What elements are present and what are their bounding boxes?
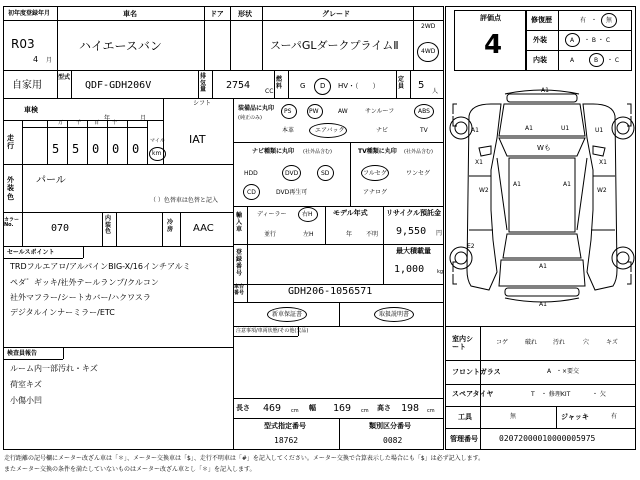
height-unit: cm — [427, 408, 435, 414]
damage-label-rear-bumper: A1 — [539, 301, 547, 308]
spare-t: T — [531, 391, 535, 398]
repair-dot: ・ — [591, 17, 598, 24]
door-label: ドア — [210, 10, 224, 18]
jack-value: 有 — [611, 413, 618, 420]
equipment-abs: ABS — [418, 108, 430, 115]
drive-2wd: 2WD — [421, 23, 436, 30]
mileage-digit-header: 万千百十 — [58, 120, 131, 126]
exterior-label: 外装色 — [7, 176, 14, 201]
tools-value: 無 — [510, 413, 517, 420]
shift-label: シフト — [193, 100, 212, 107]
equipment-ps: PS — [284, 108, 292, 115]
sales-point-3: 社外マフラー/シートカバー/ハクワスラ — [10, 293, 151, 302]
damage-label-right-fender: U1 — [595, 127, 604, 134]
load-label: 最大積載量 — [396, 247, 431, 255]
drive-4wd: 4WD — [421, 48, 436, 55]
model-year-label: モデル年式 — [333, 209, 368, 217]
shift-value: IAT — [189, 133, 206, 146]
equipment-leather: 本革 — [282, 127, 295, 134]
import-parallel: 並行 — [264, 231, 277, 238]
spare-label: スペアタイヤ — [452, 390, 494, 398]
spare-kit: ・ 修理KIT — [541, 391, 571, 398]
damage-label-windshield: Wも — [537, 144, 551, 152]
mileage-digit-1: 5 — [52, 142, 60, 156]
sales-point-2: ペダ゛ギッキ/社外テールランプ/クルコン — [10, 278, 159, 287]
exterior-color: パール — [36, 175, 66, 186]
damage-label-hood-right: U1 — [561, 125, 570, 132]
interior-grade-c: ・ C — [607, 57, 620, 64]
sales-point-4: デジタルインナーミラー/ETC — [10, 308, 115, 317]
fuel-label: 燃料 — [276, 76, 283, 90]
inspector-report-label: 検査員報告 — [7, 350, 38, 357]
km-label: km — [152, 150, 162, 157]
navi-sub: (社外品含む) — [303, 149, 332, 155]
score-value: 4 — [484, 30, 503, 60]
width-label: 幅 — [309, 404, 316, 412]
capacity: 5 — [418, 80, 425, 91]
glass-label: フロントガラス — [452, 368, 501, 376]
inspector-line-2: 荷室キズ — [10, 380, 42, 389]
damage-label-right-door: X1 — [599, 159, 607, 166]
type-no-value: 18762 — [274, 436, 299, 445]
damage-label-left-quarter: E2 — [467, 243, 475, 250]
cc-unit: CC — [265, 88, 274, 95]
fuel-hv: HV・（ ） — [338, 82, 380, 90]
damage-label-front-bumper: A1 — [541, 87, 549, 94]
mgmt-label: 管理番号 — [450, 435, 478, 443]
equipment-airbag: エアバック — [315, 127, 345, 134]
navi-dvd: DVD — [285, 170, 299, 177]
car-name-label: 車名 — [123, 10, 137, 18]
damage-label-roof-right: A1 — [563, 181, 571, 188]
class-no-value: 0082 — [383, 436, 403, 445]
inspection-year: 年 — [104, 115, 111, 122]
type-no-label: 型式指定番号 — [264, 422, 306, 430]
capacity-unit: 人 — [432, 88, 439, 95]
month-unit: 月 — [46, 57, 53, 64]
damage-diagram — [449, 80, 635, 320]
sales-point-1: TRDフルエアロ/アルパインBIG-X/16インチアルミ — [10, 262, 191, 271]
color-code: 070 — [51, 223, 70, 234]
equipment-navi: ナビ — [376, 127, 389, 134]
width-value: 169 — [333, 403, 352, 414]
use-type: 自家用 — [12, 80, 42, 91]
repair-label: 修復歴 — [531, 16, 552, 24]
tv-sub: (社外品含む) — [404, 149, 433, 155]
tv-label: TV種類に丸印 — [358, 148, 397, 155]
notes-label: 注意事項/車両状態/その他(欠品) — [236, 328, 309, 334]
inspection-month: 月 — [140, 115, 147, 122]
height-value: 198 — [401, 403, 420, 414]
recycle-label: リサイクル預託金 — [386, 209, 442, 217]
color-code-label: カラーNo. — [4, 217, 20, 228]
shape-label: 形状 — [238, 10, 252, 18]
exterior-grade-b: ・ B ・ C — [584, 37, 611, 44]
interior-grade-b: B — [594, 57, 599, 64]
damage-label-hood-left: A1 — [525, 125, 533, 132]
mile-label: マイル — [150, 138, 165, 144]
score-label: 評価点 — [480, 14, 501, 22]
equipment-sub: (純正のみ) — [238, 115, 262, 121]
exterior-grade-a: A — [570, 37, 575, 44]
warranty-label: 新車保証書 — [272, 311, 303, 318]
navi-sd: SD — [321, 170, 330, 177]
navi-dvd-play: DVD再生可 — [276, 189, 308, 196]
width-unit: cm — [361, 408, 369, 414]
class-no-label: 類別区分番号 — [369, 422, 411, 430]
model-label: 型式 — [58, 74, 71, 81]
car-name: ハイエースバン — [79, 39, 162, 53]
footer-line-2: またメーター交換の条件を満たしていないものはメーター改ざん車とし「＊」を記入します。 — [4, 466, 256, 473]
load-unit: kg — [437, 269, 444, 275]
reg-no-label: 登録番号 — [236, 249, 243, 277]
navi-label: ナビ種類に丸印 — [252, 148, 295, 155]
equipment-aw: AW — [338, 108, 348, 115]
model: QDF-GDH206V — [85, 80, 152, 91]
grade: スーパGLダークプライムⅡ — [270, 39, 399, 52]
sales-points-label: セールスポイント — [7, 249, 55, 256]
navi-cd: CD — [247, 189, 256, 196]
length-value: 469 — [263, 403, 282, 414]
tools-label: 工具 — [458, 413, 472, 421]
model-year-unknown: 不明 — [366, 231, 379, 238]
glass-x: ・×要交 — [556, 368, 580, 375]
grade-label: グレード — [322, 10, 350, 18]
repair-yes: 有 — [580, 17, 587, 24]
recycle-value: 9,550 — [396, 226, 427, 237]
reg-month: 4 — [33, 55, 39, 64]
import-right: 右H — [302, 211, 313, 218]
model-year-year: 年 — [346, 231, 353, 238]
seat-tear: 破れ — [525, 339, 538, 346]
navi-hdd: HDD — [244, 170, 258, 177]
damage-label-right-rear: W2 — [597, 187, 607, 194]
mileage-digit-5: 0 — [132, 142, 140, 156]
manual-label: 取扱説明書 — [379, 311, 410, 318]
interior-color-label: 内装色 — [105, 215, 112, 236]
tv-fullseg: フルセグ — [363, 170, 387, 177]
inspector-line-1: ルーム内一部汚れ・キズ — [10, 364, 98, 373]
damage-label-roof-left: A1 — [513, 181, 521, 188]
length-unit: cm — [291, 408, 299, 414]
seat-burn: コゲ — [496, 339, 509, 346]
damage-label-left-rear: W2 — [479, 187, 489, 194]
mileage-digit-2: 5 — [72, 142, 80, 156]
interior-grade-label: 内装 — [533, 56, 547, 64]
equipment-tv: TV — [420, 127, 428, 134]
main-form — [3, 6, 444, 450]
seat-dirt: 汚れ — [553, 339, 566, 346]
inspection-label: 車検 — [24, 106, 38, 114]
capacity-label: 定員 — [398, 76, 405, 90]
fuel-d: D — [320, 82, 326, 90]
fuel-g: G — [300, 82, 306, 90]
recycle-unit: 円 — [436, 230, 443, 237]
footer-line-1: 走行距離の記号欄にメーター改ざん車は「＊」、メーター交換車は「$」、走行不明車は「#」を記入してください。メーター交換で合算表示した場合にも「$」は必ず記入します。 — [4, 455, 485, 462]
import-label: 輸入車 — [236, 212, 243, 233]
displacement: 2754 — [226, 80, 251, 91]
seat-hole: 穴 — [583, 339, 590, 346]
equipment-label: 装備品に丸印 — [238, 105, 275, 112]
import-dealer: ディーラー — [257, 211, 287, 218]
glass-a: A — [547, 368, 552, 375]
mileage-label: 走行 — [7, 134, 14, 151]
damage-label-rear-gate: A1 — [539, 263, 547, 270]
height-label: 高さ — [377, 404, 391, 412]
exterior-note: （ ）色替車は色替と記入 — [150, 197, 218, 204]
repair-no: 無 — [606, 17, 613, 24]
exterior-grade-label: 外装 — [533, 36, 547, 44]
chassis-value: GDH206-1056571 — [288, 286, 373, 297]
inspector-line-3: 小傷小凹 — [10, 396, 42, 405]
displacement-label: 排気量 — [200, 73, 207, 94]
tv-analog: アナログ — [363, 189, 388, 196]
ac-label: 冷房 — [167, 219, 174, 233]
chassis-label: 車台番号 — [234, 284, 245, 296]
mgmt-value: 02072000010000005975 — [499, 434, 596, 443]
load-value: 1,000 — [394, 264, 425, 275]
interior-grade-a: A — [570, 57, 575, 64]
equipment-pw: PW — [309, 108, 319, 115]
spare-none: ・ 欠 — [592, 391, 606, 398]
mileage-digit-3: 0 — [92, 142, 100, 156]
damage-label-left-door: X1 — [475, 159, 483, 166]
seat-scratch: キズ — [606, 339, 618, 346]
reg-year: R03 — [11, 37, 35, 51]
ac-value: AAC — [193, 223, 214, 234]
jack-label: ジャッキ — [561, 413, 589, 421]
mileage-digit-4: 0 — [112, 142, 120, 156]
tv-oneseg: ワンセグ — [406, 170, 431, 177]
damage-label-left-fender: A1 — [471, 127, 479, 134]
length-label: 長さ — [236, 404, 250, 412]
import-left: 左H — [303, 231, 314, 238]
reg-year-label: 初年度登録年月 — [8, 10, 51, 17]
equipment-sunroof: サンルーフ — [365, 108, 395, 115]
interior-seat-label: 室内シート — [452, 335, 473, 352]
